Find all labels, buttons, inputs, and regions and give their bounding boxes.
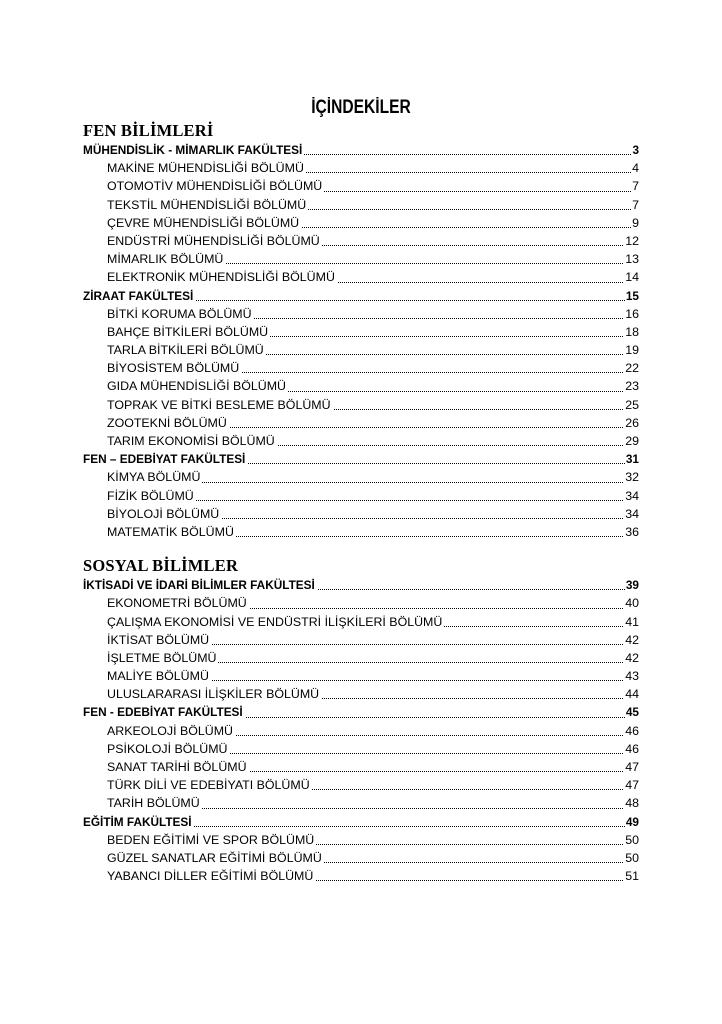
page-number: 9: [631, 214, 639, 232]
department-name: ELEKTRONİK MÜHENDİSLİĞİ BÖLÜMÜ: [107, 268, 337, 286]
toc-department-entry[interactable]: [83, 359, 639, 377]
department-name: MALİYE BÖLÜMÜ: [107, 667, 211, 685]
toc-department-entry[interactable]: [83, 487, 639, 505]
faculty-name: İKTİSADİ VE İDARİ BİLİMLER FAKÜLTESİ: [83, 576, 317, 594]
department-name: OTOMOTİV MÜHENDİSLİĞİ BÖLÜMÜ: [107, 177, 324, 195]
page-number: 34: [624, 487, 639, 505]
toc-department-entry[interactable]: [83, 214, 639, 232]
page-number: 14: [624, 268, 639, 286]
page-number: 26: [624, 414, 639, 432]
department-name: TÜRK DİLİ VE EDEBİYATI BÖLÜMÜ: [107, 776, 312, 794]
page-number: 50: [624, 831, 639, 849]
page-number: 42: [624, 631, 639, 649]
toc-faculty-entry[interactable]: [83, 703, 639, 721]
page-number: 46: [624, 740, 639, 758]
page-number: 7: [631, 177, 639, 195]
department-name: ÇALIŞMA EKONOMİSİ VE ENDÜSTRİ İLİŞKİLERİ BÖLÜMÜ: [107, 613, 444, 631]
toc-department-entry[interactable]: [83, 250, 639, 268]
toc-faculty-entry[interactable]: [83, 813, 639, 831]
toc-department-entry[interactable]: [83, 159, 639, 177]
section-heading: SOSYAL BİLİMLER: [83, 556, 239, 576]
table-of-contents: [83, 120, 639, 885]
department-name: YABANCI DİLLER EĞİTİMİ BÖLÜMÜ: [107, 867, 315, 885]
department-name: BAHÇE BİTKİLERİ BÖLÜMÜ: [107, 323, 270, 341]
toc-department-entry[interactable]: [83, 849, 639, 867]
page-number: 51: [624, 867, 639, 885]
toc-department-entry[interactable]: [83, 649, 639, 667]
page-number: 40: [624, 594, 639, 612]
page-number: 31: [625, 450, 639, 468]
faculty-name: FEN - EDEBİYAT FAKÜLTESİ: [83, 703, 245, 721]
page-number: 7: [631, 196, 639, 214]
page-number: 12: [624, 232, 639, 250]
toc-department-entry[interactable]: [83, 523, 639, 541]
toc-department-entry[interactable]: [83, 758, 639, 776]
toc-department-entry[interactable]: [83, 396, 639, 414]
department-name: FİZİK BÖLÜMÜ: [107, 487, 196, 505]
page-number: 45: [625, 703, 639, 721]
page-number: 50: [624, 849, 639, 867]
page-number: 47: [624, 776, 639, 794]
page-number: 41: [624, 613, 639, 631]
department-name: ZOOTEKNİ BÖLÜMÜ: [107, 414, 229, 432]
toc-faculty-entry[interactable]: [83, 287, 639, 305]
department-name: MAKİNE MÜHENDİSLİĞİ BÖLÜMÜ: [107, 159, 306, 177]
department-name: İKTİSAT BÖLÜMÜ: [107, 631, 211, 649]
toc-department-entry[interactable]: [83, 305, 639, 323]
page-number: 18: [624, 323, 639, 341]
toc-department-entry[interactable]: [83, 414, 639, 432]
page-number: 4: [631, 159, 639, 177]
page-number: 48: [624, 794, 639, 812]
page-number: 39: [625, 576, 639, 594]
page-title: İÇİNDEKİLER: [311, 97, 411, 118]
department-name: BEDEN EĞİTİMİ VE SPOR BÖLÜMÜ: [107, 831, 316, 849]
toc-department-entry[interactable]: [83, 594, 639, 612]
page-number: 49: [625, 813, 639, 831]
toc-department-entry[interactable]: [83, 505, 639, 523]
page-number: 36: [624, 523, 639, 541]
page-number: 19: [624, 341, 639, 359]
department-name: İŞLETME BÖLÜMÜ: [107, 649, 218, 667]
department-name: ULUSLARARASI İLİŞKİLER BÖLÜMÜ: [107, 685, 321, 703]
department-name: ÇEVRE MÜHENDİSLİĞİ BÖLÜMÜ: [107, 214, 301, 232]
toc-department-entry[interactable]: [83, 867, 639, 885]
toc-department-entry[interactable]: [83, 831, 639, 849]
page-number: 44: [624, 685, 639, 703]
page-number: 43: [624, 667, 639, 685]
section-heading: FEN BİLİMLERİ: [83, 121, 214, 140]
department-name: PSİKOLOJİ BÖLÜMÜ: [107, 740, 230, 758]
department-name: TEKSTİL MÜHENDİSLİĞİ BÖLÜMÜ: [107, 196, 308, 214]
department-name: TARLA BİTKİLERİ BÖLÜMÜ: [107, 341, 266, 359]
toc-department-entry[interactable]: [83, 722, 639, 740]
toc-department-entry[interactable]: [83, 268, 639, 286]
section-spacer: [83, 541, 639, 555]
toc-department-entry[interactable]: [83, 432, 639, 450]
department-name: TARİH BÖLÜMÜ: [107, 794, 202, 812]
page-number: 42: [624, 649, 639, 667]
department-name: BİYOSİSTEM BÖLÜMÜ: [107, 359, 241, 377]
department-name: MATEMATİK BÖLÜMÜ: [107, 523, 236, 541]
page-number: 47: [624, 758, 639, 776]
toc-department-entry[interactable]: [83, 177, 639, 195]
department-name: MİMARLIK BÖLÜMÜ: [107, 250, 225, 268]
department-name: ARKEOLOJİ BÖLÜMÜ: [107, 722, 235, 740]
page-number: 46: [624, 722, 639, 740]
toc-faculty-entry[interactable]: [83, 450, 639, 468]
toc-faculty-entry[interactable]: [83, 141, 639, 159]
toc-department-entry[interactable]: [83, 794, 639, 812]
page-number: 29: [624, 432, 639, 450]
page-number: 32: [624, 468, 639, 486]
page-number: 13: [624, 250, 639, 268]
faculty-name: ZİRAAT FAKÜLTESİ: [83, 287, 195, 305]
toc-department-entry[interactable]: [83, 631, 639, 649]
page-number: 25: [624, 396, 639, 414]
toc-department-entry[interactable]: [83, 468, 639, 486]
toc-faculty-entry[interactable]: [83, 576, 639, 594]
toc-department-entry[interactable]: [83, 232, 639, 250]
page-number: 22: [624, 359, 639, 377]
toc-department-entry[interactable]: [83, 323, 639, 341]
department-name: GÜZEL SANATLAR EĞİTİMİ BÖLÜMÜ: [107, 849, 324, 867]
department-name: ENDÜSTRİ MÜHENDİSLİĞİ BÖLÜMÜ: [107, 232, 322, 250]
department-name: SANAT TARİHİ BÖLÜMÜ: [107, 758, 249, 776]
department-name: BİYOLOJİ BÖLÜMÜ: [107, 505, 221, 523]
department-name: BİTKİ KORUMA BÖLÜMÜ: [107, 305, 254, 323]
department-name: KİMYA BÖLÜMÜ: [107, 468, 202, 486]
faculty-name: EĞİTİM FAKÜLTESİ: [83, 813, 194, 831]
page-number: 3: [631, 141, 639, 159]
toc-department-entry[interactable]: [83, 667, 639, 685]
page-number: 23: [624, 377, 639, 395]
toc-department-entry[interactable]: [83, 613, 639, 631]
department-name: TARIM EKONOMİSİ BÖLÜMÜ: [107, 432, 277, 450]
department-name: TOPRAK VE BİTKİ BESLEME BÖLÜMÜ: [107, 396, 333, 414]
page-number: 15: [625, 287, 639, 305]
page-number: 34: [624, 505, 639, 523]
department-name: EKONOMETRİ BÖLÜMÜ: [107, 594, 249, 612]
toc-department-entry[interactable]: [83, 341, 639, 359]
toc-department-entry[interactable]: [83, 685, 639, 703]
department-name: GIDA MÜHENDİSLİĞİ BÖLÜMÜ: [107, 377, 288, 395]
toc-department-entry[interactable]: [83, 776, 639, 794]
faculty-name: FEN – EDEBİYAT FAKÜLTESİ: [83, 450, 247, 468]
toc-department-entry[interactable]: [83, 740, 639, 758]
toc-department-entry[interactable]: [83, 377, 639, 395]
faculty-name: MÜHENDİSLİK - MİMARLIK FAKÜLTESİ: [83, 141, 304, 159]
page-number: 16: [624, 305, 639, 323]
toc-department-entry[interactable]: [83, 196, 639, 214]
